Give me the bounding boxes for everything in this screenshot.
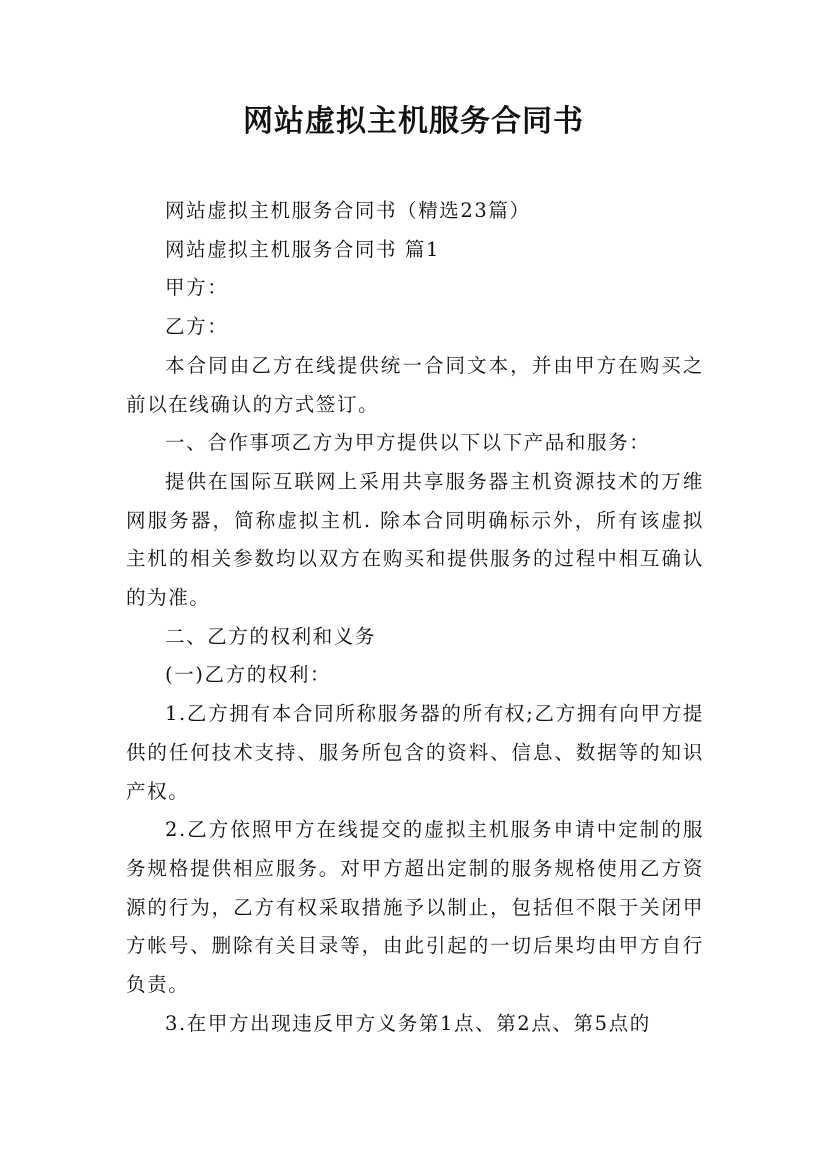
paragraph-clause-2: 2.乙方依照甲方在线提交的虚拟主机服务申请中定制的服务规格提供相应服务。对甲方超出定制的服务规格使用乙方资源的行为，乙方有权采取措施予以制止，包括但不限于关闭甲方帐号、删除有关目录等，由此引起的一切后果均由甲方自行负责。 — [126, 818, 704, 997]
paragraph-intro: 本合同由乙方在线提供统一合同文本，并由甲方在购买之前以在线确认的方式签订。 — [126, 353, 704, 416]
paragraph-service-desc: 提供在国际互联网上采用共享服务器主机资源技术的万维网服务器，简称虚拟主机. 除本合同明确标示外，所有该虚拟主机的相关参数均以双方在购买和提供服务的过程中相互确认的为准。 — [126, 469, 704, 610]
paragraph-heading-1: 一、合作事项乙方为甲方提供以下以下产品和服务： — [165, 431, 651, 455]
paragraph-clause-3: 3.在甲方出现违反甲方义务第1点、第2点、第5点的 — [165, 1011, 651, 1035]
document-body — [126, 192, 704, 1043]
document-title: 网站虚拟主机服务合同书 — [243, 104, 584, 139]
paragraph-section-heading: 网站虚拟主机服务合同书 篇1 — [165, 237, 441, 261]
paragraph-party-a: 甲方： — [165, 276, 229, 300]
paragraph-subtitle: 网站虚拟主机服务合同书（精选23篇） — [165, 199, 531, 222]
paragraph-party-b: 乙方： — [165, 315, 229, 339]
paragraph-clause-1: 1.乙方拥有本合同所称服务器的所有权;乙方拥有向甲方提供的任何技术支持、服务所包含的资料、信息、数据等的知识产权。 — [126, 702, 704, 803]
paragraph-heading-2: 二、乙方的权利和义务 — [165, 624, 377, 648]
paragraph-subheading-rights: (一)乙方的权利： — [165, 663, 332, 687]
